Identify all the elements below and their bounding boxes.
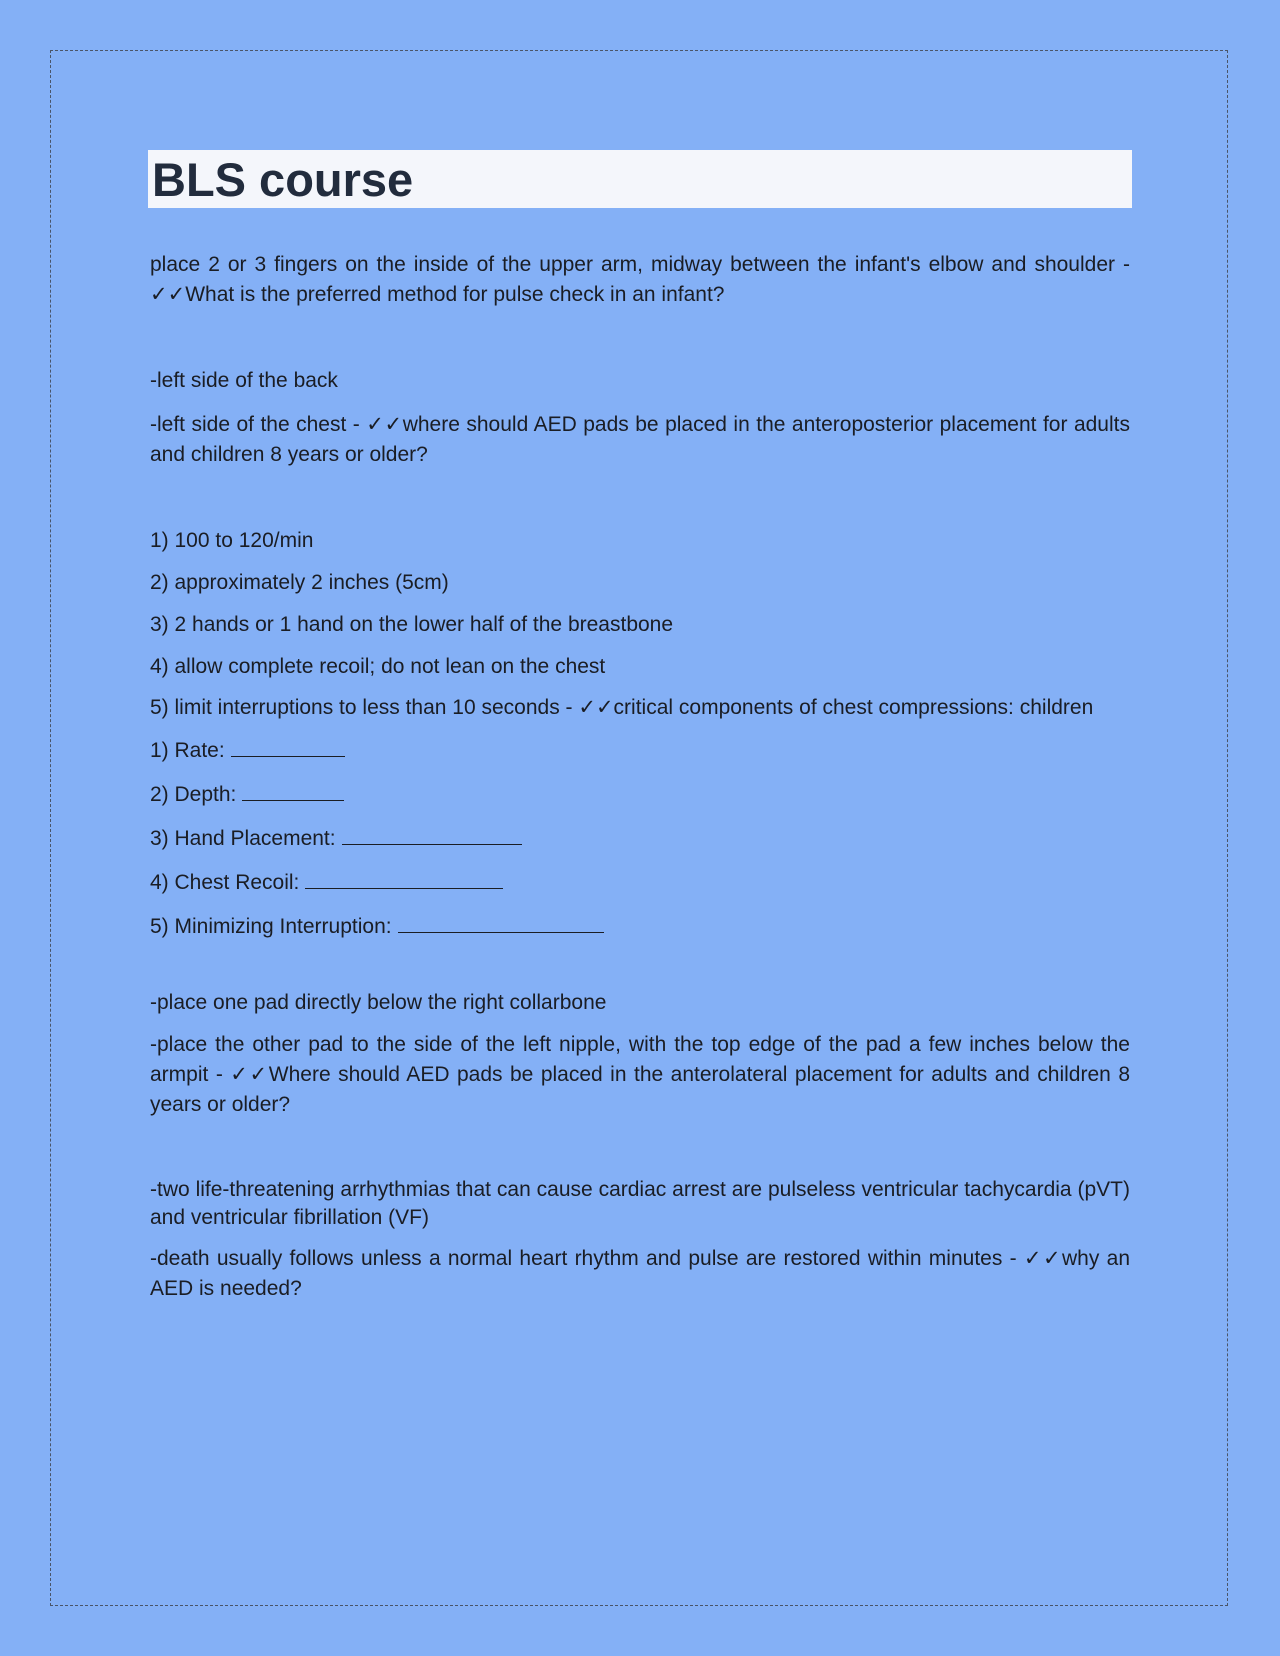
page-title: BLS course xyxy=(152,152,414,206)
blank-item xyxy=(150,910,1130,942)
flashcard xyxy=(150,366,1130,470)
card-text: -left side of the chest - ✓✓where should AED pads be placed in the anteroposterior placement for adults and children 8 years or older? xyxy=(150,413,1130,466)
document-body xyxy=(148,250,1130,1304)
card-text: -death usually follows unless a normal heart rhythm and pulse are restored within minutes - ✓✓why an AED is needed? xyxy=(150,1247,1130,1300)
card-text: -two life-threatening arrhythmias that can cause cardiac arrest are pulseless ventricular tachycardia (pVT) and ventricular fibrillation (VF) xyxy=(150,1178,1130,1229)
card-text: 3) 2 hands or 1 hand on the lower half of the breastbone xyxy=(150,613,674,636)
card-text: -place the other pad to the side of the left nipple, with the top edge of the pad a few inches below the armpit - ✓✓Where should AED pads be placed in the anterolateral placement for adults and children 8 years or older? xyxy=(150,1033,1130,1116)
fill-in-blank xyxy=(231,734,345,757)
fill-in-blank xyxy=(342,822,522,845)
blank-item xyxy=(150,734,1130,766)
fill-in-blank xyxy=(398,910,604,933)
card-text: 4) allow complete recoil; do not lean on the chest xyxy=(150,655,606,678)
card-text: place 2 or 3 fingers on the inside of the upper arm, midway between the infant's elbow and shoulder - ✓✓What is the preferred method for pulse check in an infant? xyxy=(150,253,1130,306)
flashcard xyxy=(150,250,1130,310)
flashcard xyxy=(150,1176,1130,1304)
blank-item xyxy=(150,778,1130,810)
card-text: 5) limit interruptions to less than 10 seconds - ✓✓critical components of chest compressions: children xyxy=(150,696,1094,719)
blank-item xyxy=(150,866,1130,898)
blank-item xyxy=(150,822,1130,854)
card-text: -left side of the back xyxy=(150,369,338,392)
card-text: 1) 100 to 120/min xyxy=(150,529,314,552)
blank-label: 2) Depth: xyxy=(150,783,237,806)
document-content xyxy=(148,150,1132,1316)
blank-label: 5) Minimizing Interruption: xyxy=(150,915,392,938)
blank-label: 1) Rate: xyxy=(150,739,225,762)
flashcard xyxy=(150,988,1130,1120)
title-bar xyxy=(148,150,1132,208)
blank-label: 4) Chest Recoil: xyxy=(150,871,300,894)
card-text: 2) approximately 2 inches (5cm) xyxy=(150,571,449,594)
card-text: -place one pad directly below the right collarbone xyxy=(150,991,607,1014)
blank-label: 3) Hand Placement: xyxy=(150,827,336,850)
fill-in-blank xyxy=(305,866,503,889)
fill-in-blank xyxy=(242,778,344,801)
flashcard xyxy=(150,526,1130,942)
